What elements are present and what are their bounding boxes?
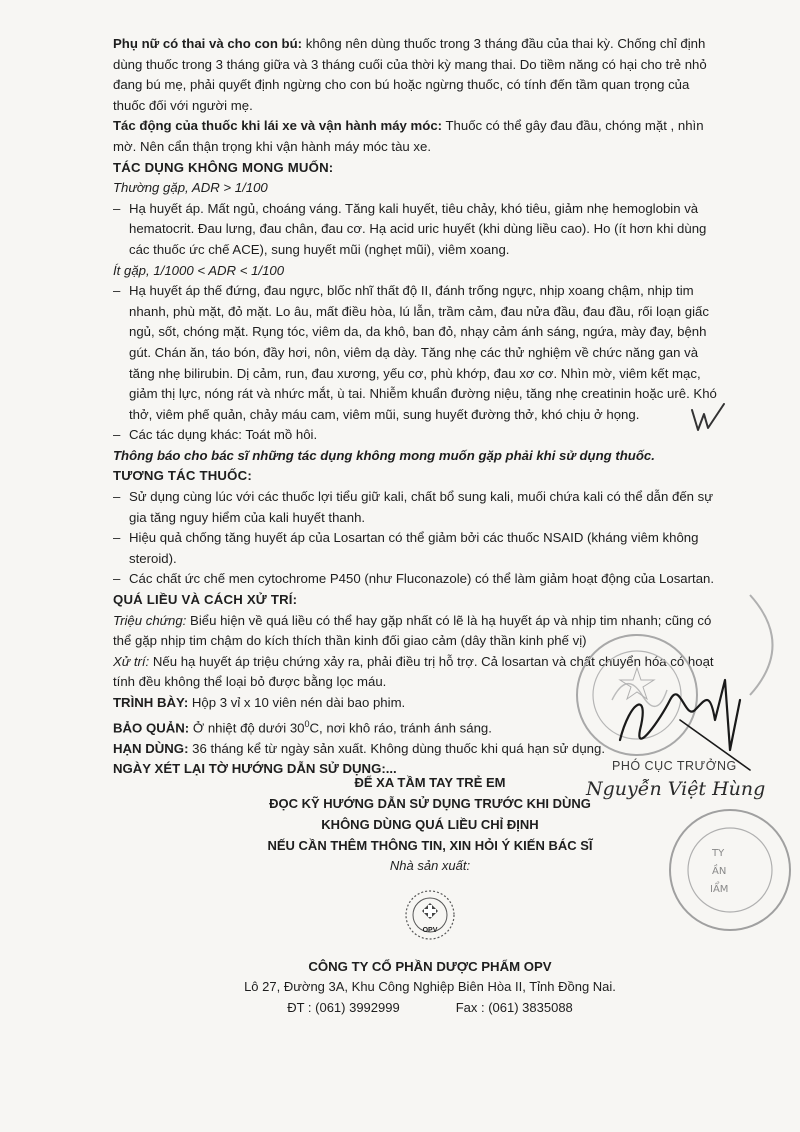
pregnancy-text: không nên dùng thuốc trong 3 tháng đầu của thai kỳ. Chống chỉ định dùng thuốc trong 3 tháng giữa và 3 tháng cuối của thời kỳ mang thai. Do tiềm năng có hại cho trẻ nhỏ đang bú mẹ, phải quyết định ngừng cho con bú hoặc ngừng thuốc, có tính đến tầm quan trọng của thuốc đối với người mẹ.: [113, 36, 707, 113]
uncommon-effects-item: [113, 281, 725, 425]
interaction-item: [113, 569, 725, 590]
adverse-effects-heading: TÁC DỤNG KHÔNG MONG MUỐN:: [113, 159, 334, 175]
svg-text:ẦN: ẦN: [712, 866, 727, 877]
signer-name: Nguyễn Việt Hùng: [586, 777, 766, 800]
warning-line: NẾU CẦN THÊM THÔNG TIN, XIN HỎI Ý KIẾN BÁC SĨ: [267, 838, 593, 853]
dash-bullet: –: [113, 427, 121, 443]
warning-line: KHÔNG DÙNG QUÁ LIỀU CHỈ ĐỊNH: [321, 817, 539, 832]
overdose-heading: QUÁ LIỀU VÀ CÁCH XỬ TRÍ:: [113, 592, 298, 608]
handwritten-checkmark: [688, 400, 728, 436]
common-effects-item: [113, 199, 725, 261]
storage-text-after: C, nơi khô ráo, tránh ánh sáng.: [309, 719, 492, 735]
pregnancy-paragraph: [113, 34, 725, 116]
common-frequency-label: Thường gặp, ADR > 1/100: [113, 180, 268, 196]
interaction-item: [113, 487, 725, 528]
common-effects-text: Hạ huyết áp. Mất ngủ, choáng váng. Tăng kali huyết, tiêu chảy, khó tiêu, giảm nhẹ hemoglobin và hematocrit. Đau lưng, đau chân, đau cơ. Hạ acid uric huyết (khi dùng liều cao). Ho (ít hơn khi dùng các thuốc ức chế ACE), sung huyết mũi (nghẹt mũi), viêm xoang.: [129, 200, 707, 257]
interaction-text: Hiệu quả chống tăng huyết áp của Losartan có thể giảm bởi các thuốc NSAID (kháng viêm không steroid).: [129, 530, 699, 566]
interactions-heading: TƯƠNG TÁC THUỐC:: [113, 468, 252, 484]
adverse-notice: Thông báo cho bác sĩ những tác dụng không mong muốn gặp phải khi sử dụng thuốc.: [113, 447, 655, 463]
svg-text:IẨM: IẨM: [710, 884, 729, 895]
degree-superscript: 0: [304, 718, 310, 729]
dash-bullet: –: [113, 200, 121, 216]
fax-number: Fax : (061) 3835088: [455, 999, 573, 1015]
dash-bullet: –: [113, 489, 121, 505]
partial-stamp-icon: [660, 800, 800, 940]
dash-bullet: –: [113, 530, 121, 546]
company-address: Lô 27, Đường 3A, Khu Công Nghiệp Biên Hòa II, Tỉnh Đồng Nai.: [244, 979, 616, 995]
logo-text: OPV: [422, 926, 438, 934]
footer-block: [230, 772, 630, 1018]
svg-text:TY: TY: [712, 848, 725, 859]
other-effects-item: [113, 425, 725, 446]
uncommon-frequency-label: Ít gặp, 1/1000 < ADR < 1/100: [113, 262, 285, 278]
presentation-label: TRÌNH BÀY:: [113, 695, 189, 710]
driving-text: Thuốc có thể gây đau đầu, chóng mặt , nhìn mờ. Nên cẩn thận trọng khi vận hành máy móc tàu xe.: [113, 118, 704, 154]
interaction-text: Các chất ức chế men cytochrome P450 (như Fluconazole) có thể làm giảm hoạt động của Losartan.: [129, 571, 715, 587]
treatment-label: Xử trí:: [113, 653, 150, 669]
presentation-text: Hộp 3 vỉ x 10 viên nén dài bao phim.: [188, 695, 406, 710]
driving-paragraph: [113, 116, 725, 157]
phone-number: ĐT : (061) 3992999: [287, 999, 400, 1015]
storage-label: BẢO QUẢN:: [113, 719, 190, 735]
symptoms-label: Triệu chứng:: [113, 612, 187, 628]
other-effects-text: Các tác dụng khác: Toát mồ hôi.: [129, 427, 318, 443]
dash-bullet: –: [113, 283, 121, 299]
dash-bullet: –: [113, 571, 121, 587]
company-name: CÔNG TY CỔ PHẦN DƯỢC PHẨM OPV: [308, 958, 552, 974]
symptoms-text: Biểu hiện về quá liều có thể hay gặp nhất có lẽ là hạ huyết áp và nhịp tim nhanh; cũng có thể gặp nhịp tim chậm do kích thích thần kinh đối giao cảm (dây thần kinh phế vị): [113, 612, 712, 649]
signature-block: [586, 756, 796, 799]
company-logo: [404, 885, 456, 947]
review-date-line: NGÀY XÉT LẠI TỜ HƯỚNG DẪN SỬ DỤNG:...: [113, 761, 397, 777]
warning-line: ĐỂ XA TẦM TAY TRẺ EM: [354, 775, 506, 790]
driving-label: Tác động của thuốc khi lái xe và vận hành máy móc:: [113, 118, 443, 134]
signer-title: PHÓ CỤC TRƯỞNG: [612, 759, 737, 773]
uncommon-effects-text: Hạ huyết áp thế đứng, đau ngực, blốc nhĩ thất độ II, đánh trống ngực, nhịp xoang chậm, nhịp tim nhanh, phù mặt, đỏ mặt. Lo âu, mất điều hòa, lú lẫn, trầm cảm, đau nửa đầu, đau đầu, rối loạn giấc ngủ, sốt, chóng mặt. Rụng tóc, viêm da, da khô, ban đỏ, nhạy cảm ánh sáng, ngứa, mày đay, bệnh gút. Chán ăn, táo bón, đầy hơi, nôn, viêm dạ dày. Tăng nhẹ các thử nghiệm về chức năng gan và tăng nhẹ bilirubin. Dị cảm, run, đau xương, yếu cơ, phù khớp, đau xơ cơ. Nhìn mờ, viêm kết mạc, giảm thị lực, nóng rát và nhức mắt, ù tai. Nhiễm khuẩn đường niệu, tăng nhẹ creatinin hoặc urê. Khó thở, viêm phế quản, chảy máu cam, viêm mũi, sung huyết đường thở, khó chịu ở họng.: [129, 283, 717, 422]
pregnancy-label: Phụ nữ có thai và cho con bú:: [113, 36, 303, 51]
interaction-item: [113, 528, 725, 569]
expiry-label: HẠN DÙNG:: [113, 740, 189, 756]
interaction-text: Sử dụng cùng lúc với các thuốc lợi tiểu giữ kali, chất bổ sung kali, muối chứa kali có thể dẫn đến sự gia tăng nguy hiểm của kali huyết thanh.: [129, 489, 714, 525]
manufacturer-label: Nhà sản xuất:: [389, 858, 471, 873]
expiry-text: 36 tháng kể từ ngày sản xuất. Không dùng thuốc khi quá hạn sử dụng.: [188, 740, 605, 756]
treatment-text: Nếu hạ huyết áp triệu chứng xảy ra, phải điều trị hỗ trợ. Cả losartan và chất chuyển hóa có hoạt tính đều không thể loại bỏ được bằng lọc máu.: [113, 653, 714, 690]
warning-line: ĐỌC KỸ HƯỚNG DẪN SỬ DỤNG TRƯỚC KHI DÙNG: [269, 796, 591, 811]
contact-row: [230, 998, 630, 1019]
storage-text: Ở nhiệt độ dưới 30: [189, 719, 305, 735]
